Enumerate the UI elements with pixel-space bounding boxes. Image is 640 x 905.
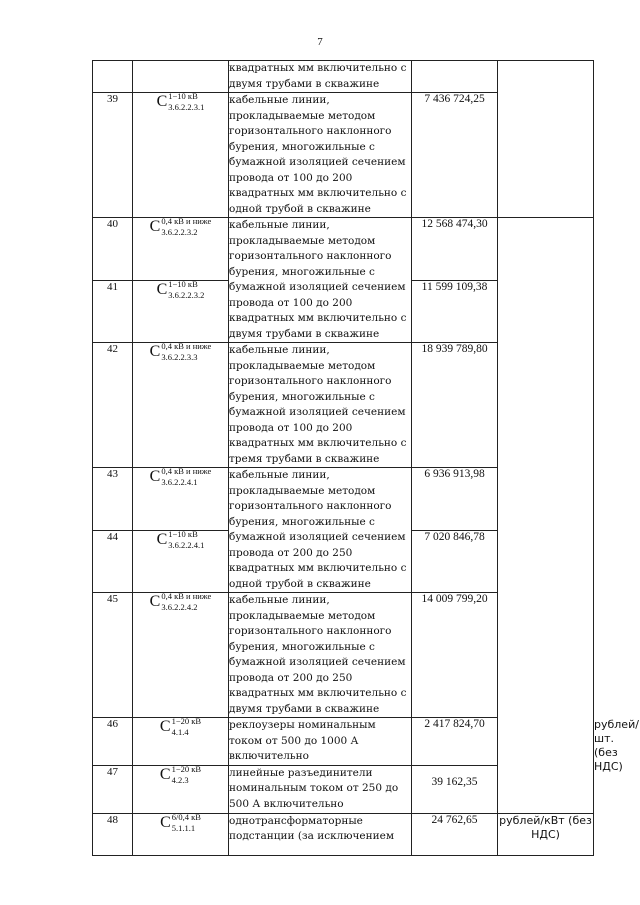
row-description: кабельные линии, прокладываемые методом горизонтального наклонного бурения, многожильные с бумажной изоляцией сечением провода от 100 до 200 квадратных мм включительно с двумя трубами в скважине <box>229 218 412 343</box>
symbol-letter: C <box>160 813 171 831</box>
voltage-class: 1−20 кВ <box>171 716 202 726</box>
row-number: 45 <box>93 593 133 718</box>
symbol-letter: C <box>149 593 161 610</box>
voltage-class: 1−10 кВ <box>168 278 198 289</box>
voltage-class: 1−10 кВ <box>168 528 198 539</box>
tariff-index: 5.1.1.1 <box>171 822 196 833</box>
row-number: 47 <box>93 765 133 813</box>
row-number: 44 <box>93 530 133 593</box>
voltage-class: 0,4 кВ и ниже <box>161 591 212 601</box>
voltage-class: 0,4 кВ и ниже <box>161 216 212 226</box>
rate-symbol <box>159 763 202 788</box>
row-price: 24 762,65 <box>412 813 498 855</box>
table-row: 46 C 1−20 кВ 4.1.4 реклоузеры номинальным током от 500 до 1000 А включительно 2 417 824,70 рублей/шт. (без НДС) <box>93 718 594 766</box>
tariff-code <box>133 218 229 281</box>
row-number: 41 <box>93 280 133 343</box>
voltage-class: 1−10 кВ <box>168 91 198 101</box>
row-price: 14 009 799,20 <box>412 593 498 718</box>
symbol-letter: C <box>156 530 168 548</box>
tariff-code <box>133 765 229 813</box>
row-number: 43 <box>93 468 133 531</box>
symbol-letter: C <box>159 718 171 735</box>
row-number: 40 <box>93 218 133 281</box>
row-price <box>412 61 498 93</box>
row-description: кабельные линии, прокладываемые методом горизонтального наклонного бурения, многожильные с бумажной изоляцией сечением провода от 200 до 250 квадратных мм включительно с двумя трубами в скважине <box>229 593 412 718</box>
tariff-code <box>133 718 229 766</box>
unit-cell <box>498 218 594 814</box>
row-description: реклоузеры номинальным током от 500 до 1000 А включительно <box>229 718 412 766</box>
row-price: 12 568 474,30 <box>412 218 498 281</box>
tariff-code <box>133 468 229 531</box>
page-number: 7 <box>317 36 323 48</box>
rate-symbol <box>149 466 212 490</box>
row-number: 39 <box>93 93 133 218</box>
row-description: линейные разъединители номинальным током от 250 до 500 А включительно <box>229 765 412 813</box>
tariff-code <box>133 61 229 93</box>
table-row <box>93 813 594 855</box>
voltage-class: 6/0,4 кВ <box>171 811 201 822</box>
row-description: однотрансформаторные подстанции (за исключением <box>229 813 412 855</box>
rate-symbol <box>156 278 205 303</box>
symbol-letter: C <box>159 765 171 783</box>
tariff-index: 3.6.2.2.4.1 <box>161 477 198 487</box>
rate-symbol <box>160 811 201 836</box>
symbol-letter: C <box>149 468 161 485</box>
voltage-class: 1−20 кВ <box>171 763 202 774</box>
row-number: 42 <box>93 343 133 468</box>
row-price: 2 417 824,70 <box>412 718 498 766</box>
rate-symbol <box>159 716 202 740</box>
tariff-index: 3.6.2.2.4.2 <box>161 602 198 612</box>
tariff-table <box>92 60 639 856</box>
row-price: 6 936 913,98 <box>412 468 498 531</box>
row-number <box>93 61 133 93</box>
rate-symbol <box>149 591 212 615</box>
row-price: 11 599 109,38 <box>412 280 498 343</box>
voltage-class: 0,4 кВ и ниже <box>161 466 212 476</box>
tariff-index: 3.6.2.2.4.1 <box>168 539 205 550</box>
unit-cell <box>498 61 594 218</box>
row-number: 46 <box>93 718 133 766</box>
tariff-index: 4.2.3 <box>171 774 189 785</box>
row-description: кабельные линии, прокладываемые методом горизонтального наклонного бурения, многожильные с бумажной изоляцией сечением провода от 200 до 250 квадратных мм включительно с одной трубой в скважине <box>229 468 412 593</box>
rate-symbol <box>156 528 205 553</box>
row-price: 39 162,35 <box>412 765 498 813</box>
tariff-index: 3.6.2.2.3.2 <box>161 227 198 237</box>
tariff-code <box>133 593 229 718</box>
tariff-code <box>133 530 229 593</box>
row-description: кабельные линии, прокладываемые методом горизонтального наклонного бурения, многожильные с бумажной изоляцией сечением провода от 100 до 200 квадратных мм включительно с тремя трубами в скважине <box>229 343 412 468</box>
voltage-class: 0,4 кВ и ниже <box>161 341 212 351</box>
tariff-index: 3.6.2.2.3.1 <box>168 102 205 112</box>
tariff-index: 4.1.4 <box>171 727 189 737</box>
row-price: 7 020 846,78 <box>412 530 498 593</box>
row-number: 48 <box>93 813 133 855</box>
rate-symbol <box>149 341 212 365</box>
unit-label: рублей/кВт (без НДС) <box>498 813 594 855</box>
tariff-code <box>133 280 229 343</box>
row-price: 7 436 724,25 <box>412 93 498 218</box>
tariff-code <box>133 343 229 468</box>
tariff-code <box>133 813 229 855</box>
tariff-index: 3.6.2.2.3.2 <box>168 289 205 300</box>
symbol-letter: C <box>149 343 161 360</box>
row-description: квадратных мм включительно с двумя трубами в скважине <box>229 61 412 93</box>
table-row <box>93 61 594 93</box>
row-price: 18 939 789,80 <box>412 343 498 468</box>
symbol-letter: C <box>156 93 168 110</box>
table-row <box>93 218 594 281</box>
symbol-letter: C <box>156 280 168 298</box>
rate-symbol <box>149 216 212 240</box>
symbol-letter: C <box>149 218 161 235</box>
row-description: кабельные линии, прокладываемые методом горизонтального наклонного бурения, многожильные с бумажной изоляцией сечением провода от 100 до 200 квадратных мм включительно с одной трубой в скважине <box>229 93 412 218</box>
rate-symbol <box>156 91 205 115</box>
tariff-index: 3.6.2.2.3.3 <box>161 352 198 362</box>
tariff-code <box>133 93 229 218</box>
